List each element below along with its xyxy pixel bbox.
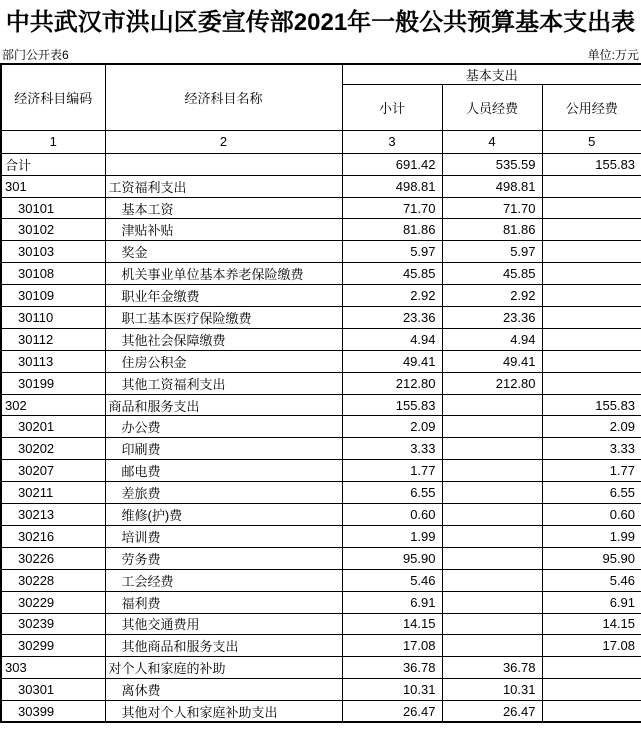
public-cell: 0.60 [542, 504, 641, 526]
code-cell: 30202 [1, 438, 105, 460]
name-cell [105, 153, 342, 175]
subtotal-cell: 45.85 [342, 263, 442, 285]
header-index-4: 4 [442, 130, 542, 153]
public-cell: 155.83 [542, 153, 641, 175]
subtotal-cell: 3.33 [342, 438, 442, 460]
public-cell: 17.08 [542, 635, 641, 657]
personnel-cell [442, 547, 542, 569]
name-cell: 机关事业单位基本养老保险缴费 [105, 263, 342, 285]
table-row [1, 350, 641, 372]
code-cell: 30301 [1, 679, 105, 701]
name-cell: 其他工资福利支出 [105, 372, 342, 394]
name-cell: 住房公积金 [105, 350, 342, 372]
table-number-label: 部门公开表6 [2, 47, 69, 62]
code-cell: 30228 [1, 569, 105, 591]
public-cell [542, 350, 641, 372]
code-cell: 30299 [1, 635, 105, 657]
code-cell: 30103 [1, 241, 105, 263]
personnel-cell: 535.59 [442, 153, 542, 175]
public-cell [542, 285, 641, 307]
personnel-cell: 5.97 [442, 241, 542, 263]
subtotal-cell: 2.09 [342, 416, 442, 438]
public-cell: 1.77 [542, 460, 641, 482]
name-cell: 邮电费 [105, 460, 342, 482]
personnel-cell [442, 613, 542, 635]
table-row [1, 307, 641, 329]
personnel-cell: 498.81 [442, 175, 542, 197]
name-cell: 维修(护)费 [105, 504, 342, 526]
page-title: 中共武汉市洪山区委宣传部2021年一般公共预算基本支出表 [5, 9, 636, 36]
name-cell: 职工基本医疗保险缴费 [105, 307, 342, 329]
subtotal-cell: 14.15 [342, 613, 442, 635]
code-cell: 30211 [1, 482, 105, 504]
code-cell: 30101 [1, 197, 105, 219]
header-public-funds: 公用经费 [542, 84, 641, 130]
personnel-cell [442, 569, 542, 591]
table-row [1, 635, 641, 657]
table-row [1, 219, 641, 241]
personnel-cell [442, 525, 542, 547]
personnel-cell: 2.92 [442, 285, 542, 307]
name-cell: 福利费 [105, 591, 342, 613]
table-row [1, 504, 641, 526]
table-row [1, 482, 641, 504]
table-row [1, 241, 641, 263]
table-row [1, 175, 641, 197]
subtotal-cell: 498.81 [342, 175, 442, 197]
code-cell: 30216 [1, 525, 105, 547]
table-header [1, 64, 641, 154]
personnel-cell [442, 635, 542, 657]
table-row [1, 547, 641, 569]
public-cell: 6.91 [542, 591, 641, 613]
subtotal-cell: 95.90 [342, 547, 442, 569]
name-cell: 基本工资 [105, 197, 342, 219]
meta-row [0, 47, 641, 63]
header-subtotal: 小计 [342, 84, 442, 130]
public-cell [542, 175, 641, 197]
subtotal-cell: 2.92 [342, 285, 442, 307]
budget-table [0, 63, 641, 724]
header-index-5: 5 [542, 130, 641, 153]
name-cell: 商品和服务支出 [105, 394, 342, 416]
code-cell: 30112 [1, 328, 105, 350]
code-cell: 30109 [1, 285, 105, 307]
table-row [1, 416, 641, 438]
public-cell: 6.55 [542, 482, 641, 504]
subtotal-cell: 26.47 [342, 701, 442, 723]
public-cell [542, 307, 641, 329]
code-cell: 30110 [1, 307, 105, 329]
personnel-cell: 81.86 [442, 219, 542, 241]
name-cell: 工资福利支出 [105, 175, 342, 197]
public-cell [542, 263, 641, 285]
personnel-cell: 23.36 [442, 307, 542, 329]
subtotal-cell: 5.97 [342, 241, 442, 263]
public-cell [542, 657, 641, 679]
subtotal-cell: 49.41 [342, 350, 442, 372]
table-row [1, 438, 641, 460]
subtotal-cell: 23.36 [342, 307, 442, 329]
personnel-cell [442, 591, 542, 613]
code-cell: 30239 [1, 613, 105, 635]
code-cell: 30207 [1, 460, 105, 482]
personnel-cell: 212.80 [442, 372, 542, 394]
personnel-cell: 10.31 [442, 679, 542, 701]
code-cell: 30199 [1, 372, 105, 394]
name-cell: 劳务费 [105, 547, 342, 569]
table-row [1, 197, 641, 219]
code-cell: 301 [1, 175, 105, 197]
code-cell: 30102 [1, 219, 105, 241]
public-cell: 2.09 [542, 416, 641, 438]
personnel-cell: 26.47 [442, 701, 542, 723]
public-cell: 14.15 [542, 613, 641, 635]
code-cell: 30229 [1, 591, 105, 613]
code-cell: 30213 [1, 504, 105, 526]
header-index-1: 1 [1, 130, 105, 153]
personnel-cell [442, 460, 542, 482]
header-economic-name: 经济科目名称 [105, 64, 342, 131]
table-row [1, 460, 641, 482]
public-cell [542, 241, 641, 263]
table-row [1, 525, 641, 547]
table-row [1, 613, 641, 635]
name-cell: 其他对个人和家庭补助支出 [105, 701, 342, 723]
subtotal-cell: 10.31 [342, 679, 442, 701]
public-cell [542, 197, 641, 219]
table-row [1, 591, 641, 613]
personnel-cell [442, 394, 542, 416]
personnel-cell: 4.94 [442, 328, 542, 350]
subtotal-cell: 17.08 [342, 635, 442, 657]
table-row [1, 657, 641, 679]
subtotal-cell: 0.60 [342, 504, 442, 526]
subtotal-cell: 155.83 [342, 394, 442, 416]
code-cell: 30201 [1, 416, 105, 438]
subtotal-cell: 1.77 [342, 460, 442, 482]
personnel-cell [442, 482, 542, 504]
name-cell: 办公费 [105, 416, 342, 438]
name-cell: 津贴补贴 [105, 219, 342, 241]
personnel-cell: 49.41 [442, 350, 542, 372]
name-cell: 离休费 [105, 679, 342, 701]
name-cell: 职业年金缴费 [105, 285, 342, 307]
table-row [1, 285, 641, 307]
code-cell: 30113 [1, 350, 105, 372]
unit-label: 单位:万元 [587, 47, 639, 62]
code-cell: 30399 [1, 701, 105, 723]
subtotal-cell: 691.42 [342, 153, 442, 175]
subtotal-cell: 36.78 [342, 657, 442, 679]
header-index-2: 2 [105, 130, 342, 153]
name-cell: 其他商品和服务支出 [105, 635, 342, 657]
name-cell: 其他交通费用 [105, 613, 342, 635]
public-cell [542, 328, 641, 350]
name-cell: 工会经费 [105, 569, 342, 591]
code-cell: 302 [1, 394, 105, 416]
public-cell: 1.99 [542, 525, 641, 547]
code-cell: 合计 [1, 153, 105, 175]
public-cell: 95.90 [542, 547, 641, 569]
table-row [1, 328, 641, 350]
table-row [1, 679, 641, 701]
subtotal-cell: 4.94 [342, 328, 442, 350]
table-body [1, 153, 641, 722]
code-cell: 30108 [1, 263, 105, 285]
code-cell: 30226 [1, 547, 105, 569]
name-cell: 培训费 [105, 525, 342, 547]
subtotal-cell: 1.99 [342, 525, 442, 547]
name-cell: 印刷费 [105, 438, 342, 460]
code-cell: 303 [1, 657, 105, 679]
personnel-cell [442, 416, 542, 438]
header-index-3: 3 [342, 130, 442, 153]
personnel-cell: 36.78 [442, 657, 542, 679]
subtotal-cell: 6.55 [342, 482, 442, 504]
table-row [1, 263, 641, 285]
header-basic-expenditure-group: 基本支出 [342, 64, 641, 85]
public-cell: 155.83 [542, 394, 641, 416]
table-row [1, 569, 641, 591]
name-cell: 对个人和家庭的补助 [105, 657, 342, 679]
public-cell [542, 219, 641, 241]
subtotal-cell: 212.80 [342, 372, 442, 394]
name-cell: 其他社会保障缴费 [105, 328, 342, 350]
public-cell [542, 679, 641, 701]
name-cell: 奖金 [105, 241, 342, 263]
name-cell: 差旅费 [105, 482, 342, 504]
subtotal-cell: 6.91 [342, 591, 442, 613]
header-personnel-funds: 人员经费 [442, 84, 542, 130]
subtotal-cell: 81.86 [342, 219, 442, 241]
public-cell: 5.46 [542, 569, 641, 591]
table-row [1, 701, 641, 723]
table-row [1, 394, 641, 416]
personnel-cell: 71.70 [442, 197, 542, 219]
personnel-cell [442, 438, 542, 460]
header-economic-code: 经济科目编码 [1, 64, 105, 131]
table-row [1, 372, 641, 394]
personnel-cell [442, 504, 542, 526]
subtotal-cell: 5.46 [342, 569, 442, 591]
public-cell [542, 701, 641, 723]
public-cell: 3.33 [542, 438, 641, 460]
personnel-cell: 45.85 [442, 263, 542, 285]
table-row [1, 153, 641, 175]
public-cell [542, 372, 641, 394]
subtotal-cell: 71.70 [342, 197, 442, 219]
